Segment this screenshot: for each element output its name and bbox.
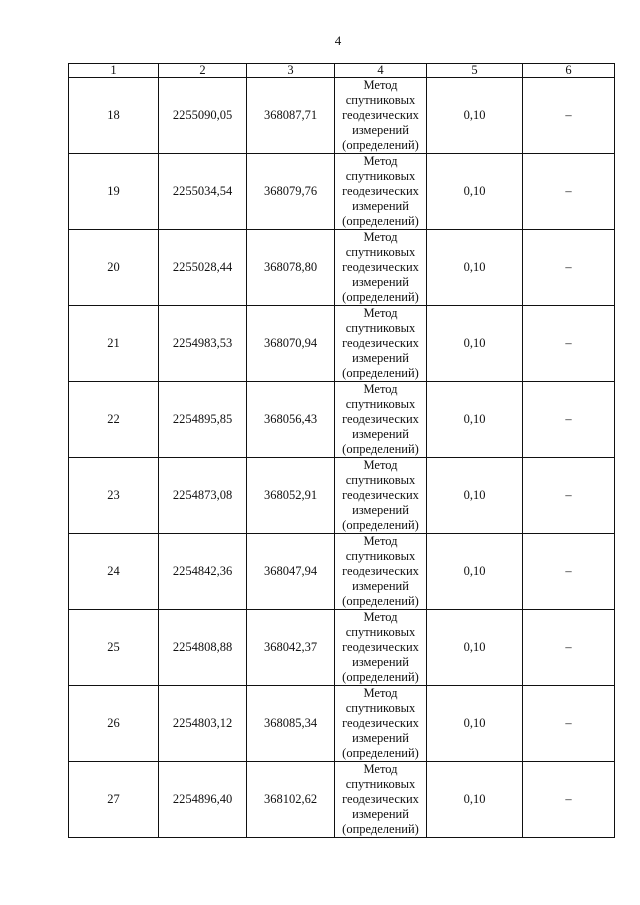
method-cell — [335, 762, 427, 838]
column-header: 1 — [69, 64, 159, 78]
point-number-cell: 20 — [69, 230, 159, 306]
y-coordinate-cell: 368070,94 — [247, 306, 335, 382]
method-cell — [335, 78, 427, 154]
accuracy-cell: 0,10 — [427, 686, 523, 762]
x-coordinate-cell: 2255034,54 — [159, 154, 247, 230]
method-cell — [335, 306, 427, 382]
x-coordinate-cell: 2254808,88 — [159, 610, 247, 686]
table-row — [69, 154, 615, 230]
coordinates-table — [68, 63, 615, 838]
note-cell: – — [523, 534, 615, 610]
method-line: геодезических — [342, 260, 419, 274]
x-coordinate-cell: 2254983,53 — [159, 306, 247, 382]
method-cell — [335, 458, 427, 534]
column-header: 3 — [247, 64, 335, 78]
table-row — [69, 762, 615, 838]
method-line: Метод — [363, 610, 398, 624]
column-header: 2 — [159, 64, 247, 78]
method-line: измерений — [352, 275, 409, 289]
method-line: Метод — [363, 762, 398, 776]
accuracy-cell: 0,10 — [427, 382, 523, 458]
method-line: (определений) — [342, 366, 419, 380]
table-row — [69, 610, 615, 686]
table-row — [69, 534, 615, 610]
method-line: Метод — [363, 458, 398, 472]
method-line: Метод — [363, 306, 398, 320]
method-cell — [335, 382, 427, 458]
y-coordinate-cell: 368085,34 — [247, 686, 335, 762]
method-line: геодезических — [342, 412, 419, 426]
method-line: измерений — [352, 123, 409, 137]
point-number-cell: 19 — [69, 154, 159, 230]
method-line: спутниковых — [345, 701, 416, 715]
table-row — [69, 458, 615, 534]
y-coordinate-cell: 368047,94 — [247, 534, 335, 610]
method-line: геодезических — [342, 792, 419, 806]
point-number-cell: 22 — [69, 382, 159, 458]
point-number-cell: 26 — [69, 686, 159, 762]
point-number-cell: 24 — [69, 534, 159, 610]
point-number-cell: 18 — [69, 78, 159, 154]
method-line: геодезических — [342, 716, 419, 730]
y-coordinate-cell: 368078,80 — [247, 230, 335, 306]
method-line: измерений — [352, 655, 409, 669]
method-line: Метод — [363, 686, 398, 700]
point-number-cell: 23 — [69, 458, 159, 534]
note-cell: – — [523, 610, 615, 686]
note-cell: – — [523, 78, 615, 154]
method-line: (определений) — [342, 746, 419, 760]
method-line: (определений) — [342, 214, 419, 228]
y-coordinate-cell: 368056,43 — [247, 382, 335, 458]
x-coordinate-cell: 2255090,05 — [159, 78, 247, 154]
point-number-cell: 25 — [69, 610, 159, 686]
method-line: (определений) — [342, 822, 419, 836]
accuracy-cell: 0,10 — [427, 762, 523, 838]
note-cell: – — [523, 154, 615, 230]
method-line: спутниковых — [345, 93, 416, 107]
accuracy-cell: 0,10 — [427, 230, 523, 306]
method-line: геодезических — [342, 488, 419, 502]
method-line: геодезических — [342, 564, 419, 578]
table-row — [69, 78, 615, 154]
method-line: (определений) — [342, 442, 419, 456]
y-coordinate-cell: 368042,37 — [247, 610, 335, 686]
method-line: геодезических — [342, 108, 419, 122]
method-cell — [335, 230, 427, 306]
note-cell: – — [523, 306, 615, 382]
column-header: 6 — [523, 64, 615, 78]
method-line: Метод — [363, 230, 398, 244]
column-header: 5 — [427, 64, 523, 78]
method-line: спутниковых — [345, 625, 416, 639]
method-line: спутниковых — [345, 397, 416, 411]
table-row — [69, 230, 615, 306]
method-line: Метод — [363, 154, 398, 168]
table-row — [69, 686, 615, 762]
method-line: измерений — [352, 807, 409, 821]
y-coordinate-cell: 368052,91 — [247, 458, 335, 534]
method-line: Метод — [363, 78, 398, 92]
table-row — [69, 306, 615, 382]
accuracy-cell: 0,10 — [427, 306, 523, 382]
method-line: измерений — [352, 731, 409, 745]
accuracy-cell: 0,10 — [427, 534, 523, 610]
method-line: измерений — [352, 351, 409, 365]
method-line: (определений) — [342, 518, 419, 532]
method-line: измерений — [352, 503, 409, 517]
method-line: геодезических — [342, 640, 419, 654]
method-line: измерений — [352, 199, 409, 213]
table-body — [69, 78, 615, 838]
x-coordinate-cell: 2255028,44 — [159, 230, 247, 306]
method-line: спутниковых — [345, 473, 416, 487]
method-line: Метод — [363, 534, 398, 548]
accuracy-cell: 0,10 — [427, 458, 523, 534]
accuracy-cell: 0,10 — [427, 154, 523, 230]
method-line: измерений — [352, 579, 409, 593]
method-line: спутниковых — [345, 169, 416, 183]
method-line: геодезических — [342, 336, 419, 350]
note-cell: – — [523, 762, 615, 838]
method-line: измерений — [352, 427, 409, 441]
table-row — [69, 382, 615, 458]
accuracy-cell: 0,10 — [427, 610, 523, 686]
method-cell — [335, 534, 427, 610]
x-coordinate-cell: 2254873,08 — [159, 458, 247, 534]
note-cell: – — [523, 382, 615, 458]
page-number: 4 — [334, 33, 342, 48]
x-coordinate-cell: 2254896,40 — [159, 762, 247, 838]
method-line: спутниковых — [345, 549, 416, 563]
method-line: (определений) — [342, 138, 419, 152]
point-number-cell: 27 — [69, 762, 159, 838]
method-line: геодезических — [342, 184, 419, 198]
column-header: 4 — [335, 64, 427, 78]
method-line: спутниковых — [345, 321, 416, 335]
method-line: (определений) — [342, 594, 419, 608]
y-coordinate-cell: 368087,71 — [247, 78, 335, 154]
y-coordinate-cell: 368079,76 — [247, 154, 335, 230]
x-coordinate-cell: 2254842,36 — [159, 534, 247, 610]
x-coordinate-cell: 2254803,12 — [159, 686, 247, 762]
note-cell: – — [523, 458, 615, 534]
x-coordinate-cell: 2254895,85 — [159, 382, 247, 458]
method-cell — [335, 610, 427, 686]
accuracy-cell: 0,10 — [427, 78, 523, 154]
note-cell: – — [523, 686, 615, 762]
method-line: спутниковых — [345, 777, 416, 791]
method-line: (определений) — [342, 290, 419, 304]
method-cell — [335, 154, 427, 230]
point-number-cell: 21 — [69, 306, 159, 382]
note-cell: – — [523, 230, 615, 306]
method-line: Метод — [363, 382, 398, 396]
method-cell — [335, 686, 427, 762]
y-coordinate-cell: 368102,62 — [247, 762, 335, 838]
table-header-row — [69, 64, 615, 78]
method-line: (определений) — [342, 670, 419, 684]
method-line: спутниковых — [345, 245, 416, 259]
